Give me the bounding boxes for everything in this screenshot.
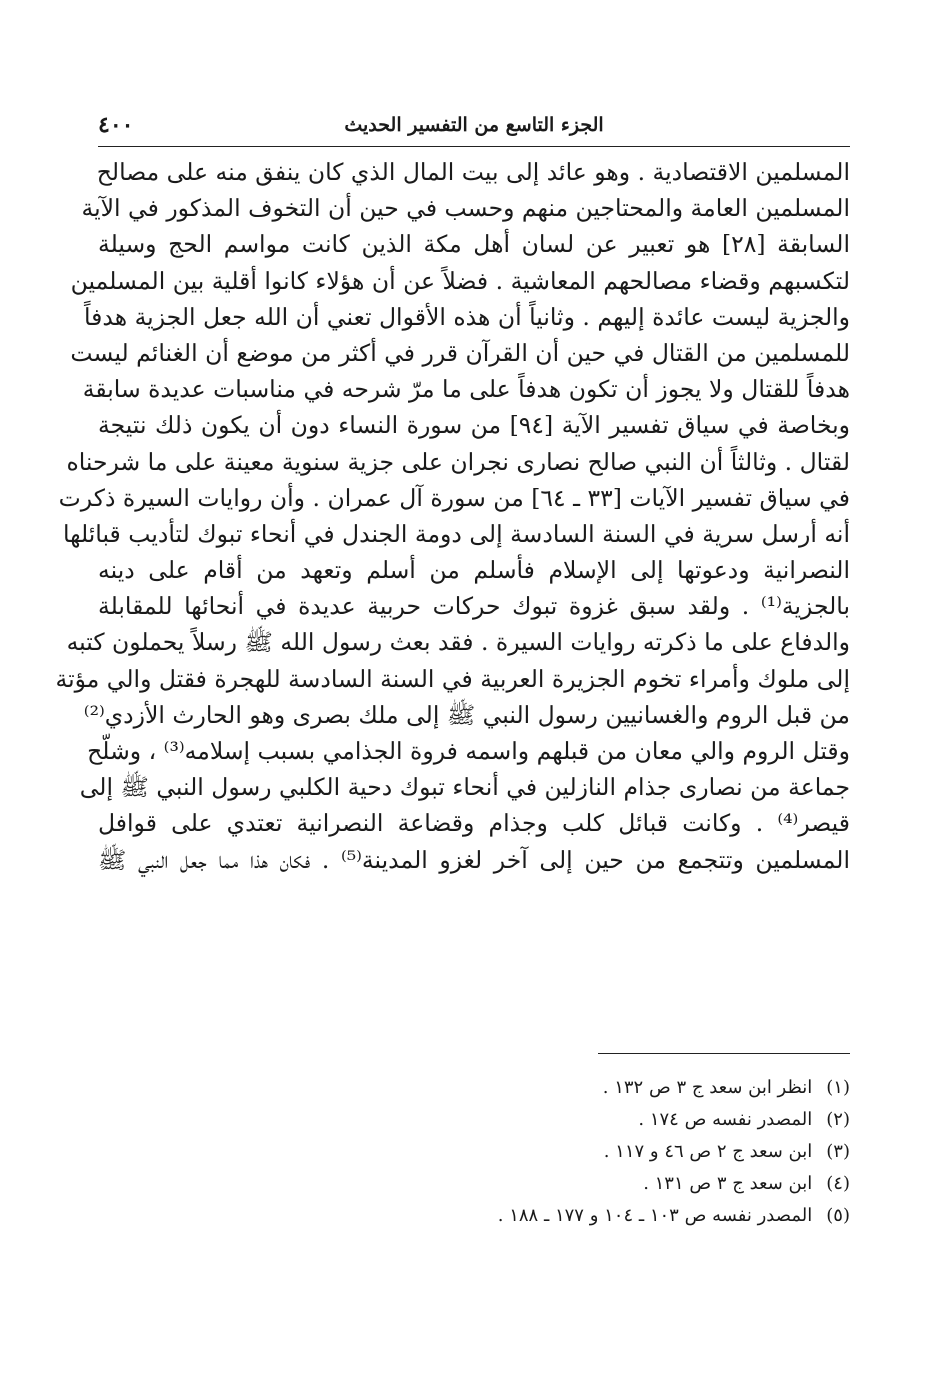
body-line: النصرانية ودعوتها إلى الإسلام فأسلم من أسلم وتعهد من أقام على دينه (98, 556, 850, 585)
footnote-number: (٤) (826, 1173, 850, 1194)
footnote-text: ابن سعد ج ٣ ص ١٣١ . (643, 1173, 813, 1194)
body-line: المسلمين وتتجمع من حين إلى آخر لغزو المدينة⁽⁵⁾ . فكان هذا مما جعل النبي ﷺ (98, 845, 850, 874)
footnote-text: المصدر نفسه ص ١٧٤ . (638, 1109, 813, 1130)
body-line: جماعة من نصارى جذام النازلين في أنحاء تبوك دحية الكلبي رسول النبي ﷺ إلى (79, 773, 850, 802)
footnote-number: (٢) (826, 1109, 850, 1130)
body-line: هدفاً للقتال ولا يجوز أن تكون هدفاً على ما مرّ شرحه في مناسبات عديدة سابقة (82, 375, 850, 404)
footnote-item (200, 1200, 850, 1232)
body-line: أنه أرسل سرية في السنة السادسة إلى دومة الجندل في أنحاء تبوك لتأديب قبائلها (62, 519, 850, 548)
footnote-item (200, 1168, 850, 1200)
body-line: بالجزية⁽¹⁾ . ولقد سبق غزوة تبوك حركات حربية عديدة في أنحائها للمقابلة (98, 592, 850, 621)
body-line: المسلمين الاقتصادية . وهو عائد إلى بيت المال الذي كان ينفق منه على مصالح (96, 158, 850, 186)
body-line: وبخاصة في سياق تفسير الآية [٩٤] من سورة النساء دون أن يكون ذلك نتيجة (98, 411, 851, 440)
body-line: والجزية ليست عائدة إليهم . وثانياً أن هذه الأقوال تعني أن الله جعل الجزية هدفاً (83, 302, 850, 331)
running-header (98, 112, 850, 147)
footnote-item (200, 1072, 850, 1104)
body-line: السابقة [٢٨] هو تعبير عن لسان أهل مكة الذين كانت مواسم الحج وسيلة (98, 230, 850, 259)
body-line: وقتل الروم والي معان من قبلهم واسمه فروة الجذامي بسبب إسلامه⁽³⁾ ، وشلّح (87, 737, 850, 765)
body-line: في سياق تفسير الآيات [٣٣ ـ ٦٤] من سورة آل عمران . وأن روايات السيرة ذكرت (58, 483, 850, 512)
body-line: المسلمين العامة والمحتاجين منهم وحسب في حين أن التخوف المذكور في الآية (81, 194, 850, 223)
body-line: إلى ملوك وأمراء تخوم الجزيرة العربية في السنة السادسة للهجرة فقتل والي مؤتة (55, 664, 850, 693)
footnote-number: (٥) (826, 1205, 850, 1226)
body-line: لقتال . وثالثاً أن النبي صالح نصارى نجران على جزية سنوية معينة على ما شرحناه (66, 447, 850, 476)
body-line: والدفاع على ما ذكرته روايات السيرة . فقد بعث رسول الله ﷺ رسلاً يحملون كتبه (66, 628, 850, 657)
page-number: ٤٠٠ (98, 112, 134, 138)
body-line: قيصر⁽⁴⁾ . وكانت قبائل كلب وجذام وقضاعة النصرانية تعتدي على قوافل (98, 809, 850, 838)
footnote-item (200, 1104, 850, 1136)
body-line: للمسلمين من القتال في حين أن القرآن قرر في أكثر من موضع أن الغنائم ليست (70, 338, 850, 367)
footnote-text: المصدر نفسه ص ١٠٣ ـ ١٠٤ و ١٧٧ ـ ١٨٨ . (497, 1205, 813, 1226)
footnote-number: (٣) (826, 1141, 850, 1162)
body-text (55, 154, 851, 878)
footnotes (200, 1072, 850, 1232)
body-line: لتكسبهم وقضاء مصالحهم المعاشية . فضلاً عن أن هؤلاء كانوا أقلية بين المسلمين (70, 266, 850, 295)
footnote-text: ابن سعد ج ٢ ص ٤٦ و ١١٧ . (603, 1141, 813, 1162)
footnote-number: (١) (826, 1077, 850, 1098)
footnote-text: انظر ابن سعد ج ٣ ص ١٣٢ . (602, 1077, 813, 1098)
footnote-item (200, 1136, 850, 1168)
body-line: من قبل الروم والغسانيين رسول النبي ﷺ إلى ملك بصرى وهو الحارث الأزدي⁽²⁾ (83, 700, 850, 729)
footnote-separator (598, 1053, 850, 1054)
header-title: الجزء التاسع من التفسير الحديث (344, 114, 604, 136)
